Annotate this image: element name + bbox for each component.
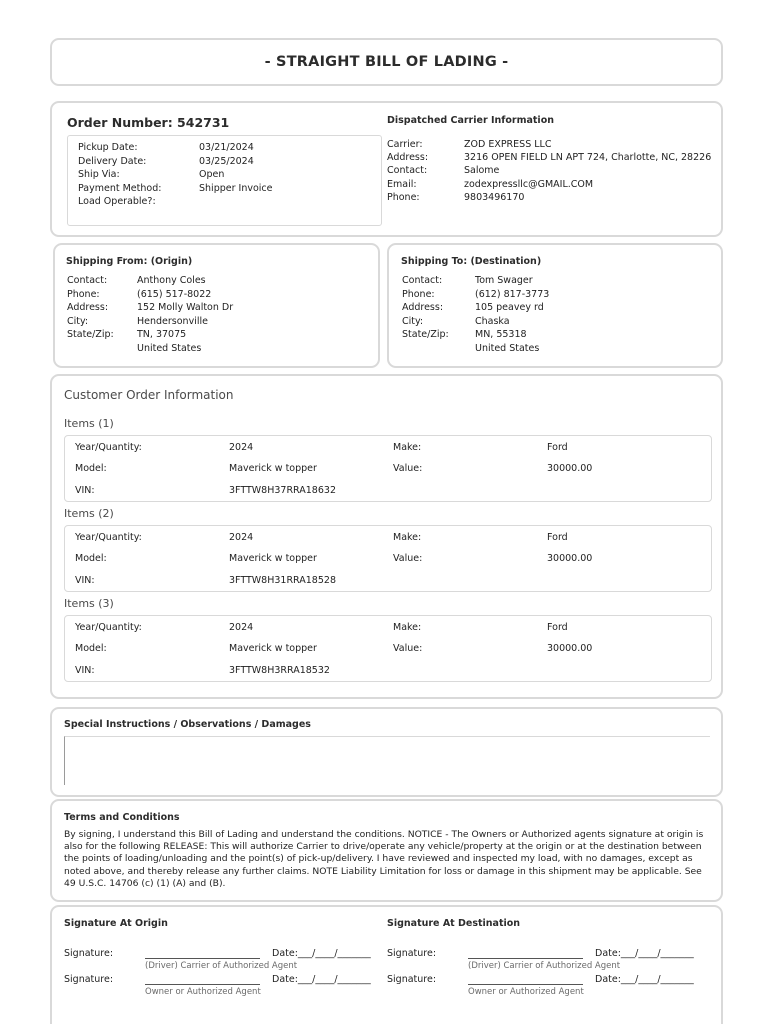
order-details-panel bbox=[67, 135, 382, 226]
owner-caption: Owner or Authorized Agent bbox=[145, 987, 261, 997]
signature-label: Signature: bbox=[64, 948, 114, 959]
signature-underline bbox=[145, 949, 260, 959]
order-field-row: Pickup Date: 03/21/2024 bbox=[78, 142, 254, 153]
make-label: Make: bbox=[393, 442, 422, 453]
origin-driver-signature-line[interactable] bbox=[145, 948, 260, 959]
signature-label: Signature: bbox=[387, 948, 437, 959]
make-value: Ford bbox=[547, 622, 568, 633]
origin-driver-date[interactable]: Date:___/____/_______ bbox=[272, 948, 371, 959]
destination-title: Shipping To: (Destination) bbox=[401, 256, 542, 267]
order-field-row: Delivery Date: 03/25/2024 bbox=[78, 155, 254, 167]
origin-field-row: State/Zip: TN, 37075 bbox=[67, 329, 187, 341]
destination-field-row: Phone: (612) 817-3773 bbox=[402, 288, 550, 300]
special-instructions-title: Special Instructions / Observations / Damages bbox=[64, 719, 311, 730]
value-amount: 30000.00 bbox=[547, 553, 593, 564]
model-label: Model: bbox=[75, 643, 107, 654]
value-amount: 30000.00 bbox=[547, 643, 593, 654]
year-value: 2024 bbox=[229, 622, 254, 633]
destination-field-row: United States bbox=[475, 342, 540, 354]
driver-caption: (Driver) Carrier of Authorized Agent bbox=[145, 961, 298, 971]
origin-field-row: Contact: Anthony Coles bbox=[67, 275, 206, 286]
signature-underline bbox=[145, 975, 260, 985]
signature-section bbox=[50, 905, 723, 1024]
terms-text: By signing, I understand this Bill of Lading and understand the conditions. NOTICE - The Owners or Authorized agents signature at origin is also for the following RELEASE: This will authorize Carrier to drive/operate any vehicle/property at the origin or at the destination between the points of loading/unloading and the point(s) of pick-up/delivery. I have reviewed and inspected my load, with no damages, except as noted above, and thereby release any further claims. NOTE Liability Limitation for loss or damage in this shipment may be applicable. See 49 U.S.C. 14706 (c) (1) (A) and (B). bbox=[64, 829, 704, 889]
owner-caption: Owner or Authorized Agent bbox=[468, 987, 584, 997]
year-value: 2024 bbox=[229, 442, 254, 453]
destination-fields bbox=[402, 274, 549, 356]
signature-label: Signature: bbox=[64, 974, 114, 985]
signature-underline bbox=[468, 949, 583, 959]
order-section bbox=[50, 101, 723, 237]
order-field-row: Ship Via: Open bbox=[78, 169, 225, 181]
origin-signature-title: Signature At Origin bbox=[64, 918, 168, 929]
vin-value: 3FTTW8H31RRA18528 bbox=[229, 575, 336, 586]
vin-label: VIN: bbox=[75, 665, 95, 676]
destination-section bbox=[387, 243, 723, 368]
value-label: Value: bbox=[393, 553, 423, 564]
title-box bbox=[50, 38, 723, 86]
origin-title: Shipping From: (Origin) bbox=[66, 256, 193, 267]
destination-owner-signature-line[interactable] bbox=[468, 974, 583, 985]
year-qty-label: Year/Quantity: bbox=[75, 622, 142, 633]
order-number: Order Number: 542731 bbox=[67, 115, 230, 130]
make-value: Ford bbox=[547, 532, 568, 543]
destination-field-row: City: Chaska bbox=[402, 315, 510, 327]
driver-caption: (Driver) Carrier of Authorized Agent bbox=[468, 961, 621, 971]
origin-owner-signature-line[interactable] bbox=[145, 974, 260, 985]
destination-signature-title: Signature At Destination bbox=[387, 918, 521, 929]
model-label: Model: bbox=[75, 553, 107, 564]
origin-field-row: Phone: (615) 517-8022 bbox=[67, 288, 212, 300]
model-value: Maverick w topper bbox=[229, 553, 317, 564]
vin-value: 3FTTW8H37RRA18632 bbox=[229, 485, 336, 496]
value-amount: 30000.00 bbox=[547, 463, 593, 474]
value-label: Value: bbox=[393, 643, 423, 654]
origin-owner-date[interactable]: Date:___/____/_______ bbox=[272, 974, 371, 985]
carrier-title: Dispatched Carrier Information bbox=[387, 115, 554, 126]
origin-field-row: Address: 152 Molly Walton Dr bbox=[67, 302, 234, 314]
item-card bbox=[64, 525, 712, 592]
signature-label: Signature: bbox=[387, 974, 437, 985]
destination-driver-date[interactable]: Date:___/____/_______ bbox=[595, 948, 694, 959]
terms-section bbox=[50, 799, 723, 902]
item-label: Items (3) bbox=[64, 597, 114, 610]
customer-order-section bbox=[50, 374, 723, 699]
year-value: 2024 bbox=[229, 532, 254, 543]
special-instructions-section bbox=[50, 707, 723, 797]
item-card bbox=[64, 435, 712, 502]
carrier-field-row: Contact: Salome bbox=[387, 165, 500, 177]
model-value: Maverick w topper bbox=[229, 463, 317, 474]
origin-field-row: City: Hendersonville bbox=[67, 315, 208, 327]
order-field-row: Load Operable?: bbox=[78, 196, 156, 208]
make-label: Make: bbox=[393, 532, 422, 543]
signature-underline bbox=[468, 975, 583, 985]
destination-field-row: State/Zip: MN, 55318 bbox=[402, 329, 527, 341]
year-qty-label: Year/Quantity: bbox=[75, 532, 142, 543]
vin-value: 3FTTW8H3RRA18532 bbox=[229, 665, 330, 676]
year-qty-label: Year/Quantity: bbox=[75, 442, 142, 453]
origin-section bbox=[53, 243, 380, 368]
carrier-fields bbox=[387, 138, 711, 204]
model-label: Model: bbox=[75, 463, 107, 474]
item-label: Items (1) bbox=[64, 417, 114, 430]
origin-field-row: United States bbox=[137, 342, 202, 354]
vin-label: VIN: bbox=[75, 485, 95, 496]
document-title: - STRAIGHT BILL OF LADING - bbox=[264, 54, 509, 70]
carrier-field-row: Carrier: ZOD EXPRESS LLC bbox=[387, 139, 552, 150]
destination-field-row: Contact: Tom Swager bbox=[402, 275, 533, 286]
carrier-field-row: Address: 3216 OPEN FIELD LN APT 724, Charlotte, NC, 28226 bbox=[387, 152, 712, 164]
customer-order-title: Customer Order Information bbox=[64, 388, 234, 402]
destination-field-row: Address: 105 peavey rd bbox=[402, 302, 544, 314]
item-card bbox=[64, 615, 712, 682]
destination-driver-signature-line[interactable] bbox=[468, 948, 583, 959]
origin-fields bbox=[67, 274, 233, 356]
carrier-field-row: Email: zodexpressllc@GMAIL.COM bbox=[387, 178, 594, 190]
model-value: Maverick w topper bbox=[229, 643, 317, 654]
order-field-row: Payment Method: Shipper Invoice bbox=[78, 182, 273, 194]
value-label: Value: bbox=[393, 463, 423, 474]
terms-title: Terms and Conditions bbox=[64, 812, 180, 823]
make-label: Make: bbox=[393, 622, 422, 633]
destination-owner-date[interactable]: Date:___/____/_______ bbox=[595, 974, 694, 985]
make-value: Ford bbox=[547, 442, 568, 453]
item-label: Items (2) bbox=[64, 507, 114, 520]
carrier-field-row: Phone: 9803496170 bbox=[387, 191, 525, 203]
order-fields bbox=[78, 141, 273, 209]
vin-label: VIN: bbox=[75, 575, 95, 586]
special-instructions-area bbox=[64, 736, 710, 785]
